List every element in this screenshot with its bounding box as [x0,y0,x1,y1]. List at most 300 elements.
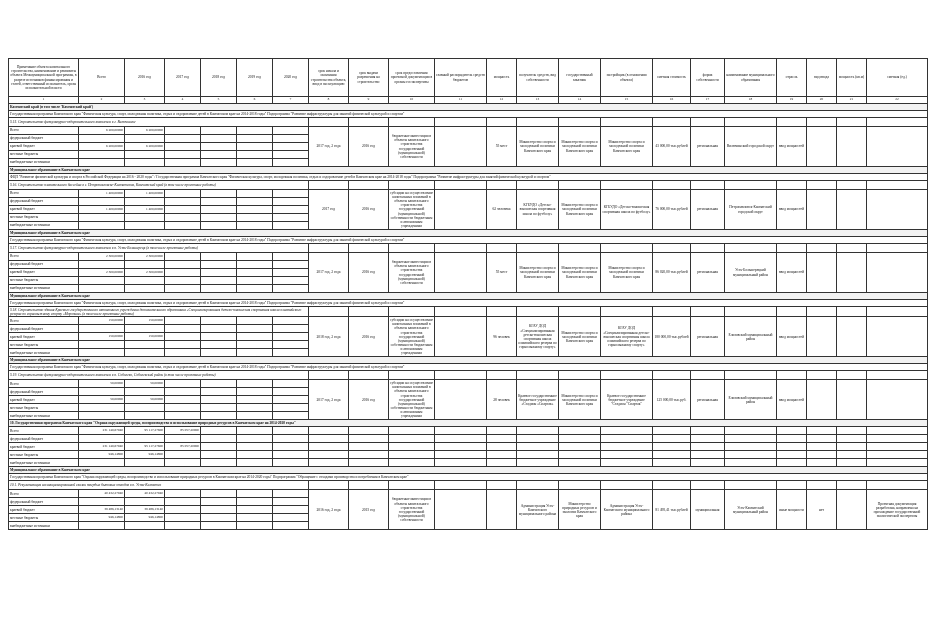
table-cell [807,118,837,127]
funding-source-label: местные бюджеты [9,451,79,459]
funding-year [273,317,309,325]
table-cell [867,307,928,317]
table-cell [691,481,725,490]
table-cell [807,307,837,317]
table-cell [837,459,867,467]
funding-year [165,333,201,341]
table-cell [807,371,837,380]
table-cell [867,244,928,253]
funding-year [237,325,273,333]
table-cell [349,371,389,380]
funding-year [165,490,201,498]
funding-year [273,198,309,206]
table-cell [837,481,867,490]
table-cell [517,435,559,443]
funding-total: 231 140,67940 [79,443,125,451]
table-cell [559,481,601,490]
program-row [9,474,928,481]
table-cell [559,459,601,467]
object-name: 5.19. Строительство физкультурно-оздоровительного комплекса в п. Соболево, Соболевский район (в том числе проектные работы) [9,371,309,380]
funding-2016: 1 400,00000 [125,190,165,198]
funding-total: 1 400,00000 [79,190,125,198]
funding-year [273,135,309,143]
funding-year [237,159,273,167]
funding-year [273,222,309,230]
header-cell: наименование муниципального образования [725,59,777,97]
table-cell [559,371,601,380]
table-cell [273,451,309,459]
funding-year [237,412,273,420]
funding-year [201,143,237,151]
funding-row [9,253,928,261]
funding-2016 [125,341,165,349]
summary-title: 10. Государственная программа Камчатского края "Охрана окружающей среды, воспроизводство и использование природных ресурсов в Камчатском крае на 2014-2020 годы" [9,420,928,427]
table-cell [273,443,309,451]
table-cell [435,244,487,253]
funding-year [165,285,201,293]
table-body [9,104,928,530]
funding-year [165,190,201,198]
funding-2016 [125,325,165,333]
section-title: Муниципальное образование в Камчатском крае [9,230,928,237]
funding-2016: 95 117,27600 [125,443,165,451]
funding-source-label: Всего [9,490,79,498]
funding-year [201,514,237,522]
header-row [9,59,928,97]
funding-source-label: краевой бюджет [9,443,79,451]
funding-total [79,222,125,230]
table-cell [389,443,435,451]
table-cell [389,427,435,435]
table-cell [517,118,559,127]
funding-year [165,151,201,159]
table-cell [867,181,928,190]
section-title: Муниципальное образование в Камчатском крае [9,467,928,474]
table-cell [725,481,777,490]
header-cell: 2017 год [165,59,201,97]
funding-year [201,522,237,530]
header-cell: Всего [79,59,125,97]
funding-year [201,198,237,206]
table-cell [237,435,273,443]
funding-year [237,135,273,143]
funding-year [165,396,201,404]
table-cell [777,459,807,467]
state-customer: Министерство спорта и молодежной политики Камчатского края [559,253,601,293]
construction-period: 2017 год, 2 года [309,253,349,293]
program-row [9,111,928,118]
funding-year [201,261,237,269]
funding-2017 [165,459,201,467]
funding-2017: 85 057,20900 [165,427,201,435]
funding-2016: 6 200,00000 [125,127,165,135]
table-cell [517,427,559,435]
funding-year [165,143,201,151]
capacity: 28 человек [487,380,517,420]
municipality: Елизовский муниципальный район [725,380,777,420]
funding-year [237,388,273,396]
col-number: 13 [517,97,559,104]
table-cell [349,435,389,443]
program-name: Государственная программа Камчатского края "Физическая культура, спорт, молодежная политика, отдых и оздоровление детей в Камчатском крае на 2014-2018 годы" Подпрограмма "Развитие инфраструктуры для занятий физической культурой и спортом" [9,300,928,307]
funding-2016 [125,261,165,269]
table-cell [309,435,349,443]
section-title: Муниципальное образование в Камчатском крае [9,357,928,364]
funding-year [201,490,237,498]
table-cell [837,317,867,357]
funding-year [165,198,201,206]
funding-year [237,404,273,412]
header-cell: мощность (кв.м) [837,59,867,97]
investment-form: субсидии на осуществление капитальных вложений в объекты капитального строительства государственной (муниципальной) собственности бюджетным и автономным учреждениям [390,318,433,356]
municipality: Петропавловск-Камчатский городской округ [725,190,777,230]
funding-year [273,206,309,214]
program-row [9,364,928,371]
table-cell [725,459,777,467]
funding-year [237,285,273,293]
table-cell [487,435,517,443]
table-cell [691,459,725,467]
table-cell [349,481,389,490]
funding-year [237,514,273,522]
table-cell [309,443,349,451]
funding-source-label: внебюджетные источники [9,349,79,357]
extra-cell: нет [807,490,837,530]
col-number: 6 [237,97,273,104]
input-kind: ввод мощностей [777,127,807,167]
table-cell [601,443,653,451]
funding-2016: 50,00000 [125,380,165,388]
table-cell [837,443,867,451]
estimated-cost: 125 000,00 тыс.руб. [653,380,691,420]
recipient: Министерство спорта и молодежной политики Камчатского края [517,253,559,293]
col-number: 3 [125,97,165,104]
funding-year [237,380,273,388]
object-name: 5.16. Строительство плавательного бассейна в г. Петропавловске-Камчатском, Камчатский край (в том числе проектные работы) [9,181,309,190]
funding-year [273,159,309,167]
funding-year [165,380,201,388]
table-cell [487,427,517,435]
funding-year [273,412,309,420]
table-cell [349,118,389,127]
table-cell [435,118,487,127]
funding-year [201,317,237,325]
funding-year [273,277,309,285]
municipality: Вилючинский городской округ [725,127,777,167]
funding-year [237,143,273,151]
object-row [9,181,928,190]
table-cell [867,118,928,127]
funding-year [237,349,273,357]
funding-total [79,135,125,143]
developer: Министерство спорта и молодежной политики Камчатского края [601,253,653,293]
table-cell [653,427,691,435]
table-cell [309,181,349,190]
funding-year [201,159,237,167]
col-number: 9 [349,97,389,104]
funding-year [237,190,273,198]
funding-year [165,498,201,506]
table-cell [349,451,389,459]
estimated-cost: 76 000,00 тыс.рублей [653,190,691,230]
funding-year [237,127,273,135]
table-cell [435,451,487,459]
funding-2017 [165,435,201,443]
table-cell [559,307,601,317]
table-cell [725,451,777,459]
construction-period: 2017 год, 2 года [309,380,349,420]
funding-year [237,214,273,222]
funding-2016 [125,435,165,443]
table-cell [691,443,725,451]
section-title-row [9,167,928,174]
table-cell [389,481,435,490]
table-cell [559,435,601,443]
table-cell [837,190,867,230]
funding-year [201,206,237,214]
state-customer: Министерство спорта и молодежной политики Камчатского края [559,317,601,357]
table-cell [237,443,273,451]
funding-2016: 39 486,13140 [125,506,165,514]
header-cell: отрасль [777,59,807,97]
funding-year [237,151,273,159]
funding-2016 [125,277,165,285]
funding-year [237,222,273,230]
table-cell [389,435,435,443]
funding-year [273,388,309,396]
funding-total [79,277,125,285]
col-number: 12 [487,97,517,104]
funding-total: 150,00000 [79,317,125,325]
table-cell [777,118,807,127]
funding-year [201,498,237,506]
construction-period: 2016 год, 2 года [309,490,349,530]
funding-source-label: краевой бюджет [9,206,79,214]
col-number: 8 [309,97,349,104]
funding-total: 1 400,00000 [79,206,125,214]
col-number: 11 [435,97,487,104]
table-cell [867,481,928,490]
funding-total [79,498,125,506]
object-name: 5.15. Строительство физкультурно-оздоровительного комплекса в г. Вилючинске [9,118,309,127]
table-cell [691,371,725,380]
funding-year [165,269,201,277]
funding-year [201,277,237,285]
table-cell [559,181,601,190]
funding-year [273,151,309,159]
remark [867,253,928,293]
table-cell [309,451,349,459]
funding-year [201,388,237,396]
table-cell [559,451,601,459]
investment-form: субсидии на осуществление капитальных вложений в объекты капитального строительства государственной (муниципальной) собственности бюджетным и автономным учреждениям [390,190,433,228]
object-row [9,118,928,127]
table-cell [517,451,559,459]
ownership-form: региональная [691,253,725,293]
funding-total [79,198,125,206]
funding-total [79,214,125,222]
funding-source-label: Всего [9,317,79,325]
table-cell [807,443,837,451]
object-row [9,481,928,490]
table-cell [807,244,837,253]
table-cell [309,371,349,380]
col-number: 15 [601,97,653,104]
ownership-form: региональная [691,317,725,357]
col-number: 20 [807,97,837,104]
table-cell [309,118,349,127]
input-kind: ввод мощностей [777,190,807,230]
estimated-cost: 43 000,00 тыс.рублей [653,127,691,167]
permit-year: 2016 год [349,317,389,357]
table-cell [349,459,389,467]
funding-total [79,285,125,293]
funding-year [165,159,201,167]
investment-form: бюджетные инвестиции в объекты капитального строительства государственной (муниципальной) собственности [389,253,435,293]
summary-row [9,443,928,451]
program-name: Государственная программа Камчатского края "Охрана окружающей среды, воспроизводство и использование природных ресурсов в Камчатском крае на 2014-2020 годы" Подпрограмма "Обращение с отходами производства и потребления в Камчатском крае" [9,474,928,481]
table-cell [837,253,867,293]
estimated-cost: 81 495,41 тыс.рублей [653,490,691,530]
funding-source-label: местные бюджеты [9,341,79,349]
funding-year [165,214,201,222]
remark [867,317,928,357]
table-cell [201,427,237,435]
col-number: 5 [201,97,237,104]
funding-source-label: краевой бюджет [9,396,79,404]
table-cell [867,371,928,380]
table-cell [487,481,517,490]
capacity: 96 человек [487,317,517,357]
table-cell [435,190,487,230]
funding-year [201,325,237,333]
funding-year [273,380,309,388]
table-cell [487,451,517,459]
funding-year [165,341,201,349]
funding-year [237,341,273,349]
capacity: 62 человека [487,190,517,230]
funding-year [273,522,309,530]
funding-source-label: местные бюджеты [9,151,79,159]
funding-source-label: внебюджетные источники [9,222,79,230]
summary-row [9,435,928,443]
developer: Министерство спорта и молодежной политики Камчатского края [601,127,653,167]
funding-year [201,412,237,420]
funding-source-label: местные бюджеты [9,514,79,522]
funding-year [165,412,201,420]
input-kind: иные мощности [777,490,807,530]
extra-cell [807,317,837,357]
funding-year [237,277,273,285]
table-cell [837,427,867,435]
table-cell [435,481,487,490]
section-title-row [9,230,928,237]
header-cell: государственный заказчик [559,59,601,97]
funding-2016 [125,388,165,396]
funding-year [165,506,201,514]
remark [867,380,928,420]
funding-2016 [125,459,165,467]
table-cell [435,380,487,420]
funding-year [165,317,201,325]
table-cell [837,371,867,380]
table-cell [309,427,349,435]
recipient: Администрация Усть-Камчатского муниципального района [517,490,559,530]
table-cell [309,244,349,253]
funding-2016 [125,135,165,143]
funding-year [273,261,309,269]
table-cell [653,443,691,451]
table-cell [487,371,517,380]
state-customer: Министерство спорта и молодежной политики Камчатского края [559,127,601,167]
capital-construction-table [8,58,928,530]
table-cell [807,435,837,443]
header-cell: главный распорядитель средств бюджетов [435,59,487,97]
header-cell: 2018 год [201,59,237,97]
construction-period: 2017 год [309,190,349,230]
funding-2017 [165,451,201,459]
col-number: 7 [273,97,309,104]
funding-total [79,159,125,167]
table-cell [807,459,837,467]
table-cell [691,244,725,253]
funding-year [237,522,273,530]
funding-year [237,317,273,325]
table-cell [807,451,837,459]
table-cell [559,427,601,435]
funding-total: 50,00000 [79,396,125,404]
table-cell [273,427,309,435]
table-cell [725,118,777,127]
permit-year: 2016 год [349,380,389,420]
table-cell [867,427,928,435]
funding-year [237,261,273,269]
table-cell [837,435,867,443]
table-cell [777,307,807,317]
funding-year [273,325,309,333]
table-cell [601,427,653,435]
funding-source-label: Всего [9,427,79,435]
table-cell [691,181,725,190]
table-cell [691,118,725,127]
funding-total: 40 432,27940 [79,490,125,498]
state-customer: Министерство спорта и молодежной политики Камчатского края [559,190,601,230]
ownership-form: муниципальная [691,490,725,530]
table-cell [601,118,653,127]
funding-year [237,506,273,514]
funding-year [237,498,273,506]
input-kind: ввод мощностей [777,380,807,420]
table-cell [517,307,559,317]
table-cell [601,481,653,490]
funding-total: 50,00000 [79,380,125,388]
header-cell: срок начала и окончания строительства объекта, ввод в эксплуатацию [309,59,349,97]
table-cell [435,427,487,435]
ownership-form: региональная [691,190,725,230]
funding-2016: 2 300,00000 [125,253,165,261]
funding-year [201,404,237,412]
col-number: 14 [559,97,601,104]
section-title: Муниципальное образование в Камчатском крае [9,293,928,300]
funding-2016 [125,412,165,420]
funding-year [165,325,201,333]
input-kind: ввод мощностей [777,317,807,357]
funding-2016 [125,285,165,293]
object-row [9,244,928,253]
table-cell [725,181,777,190]
table-cell [349,181,389,190]
funding-source-label: местные бюджеты [9,404,79,412]
